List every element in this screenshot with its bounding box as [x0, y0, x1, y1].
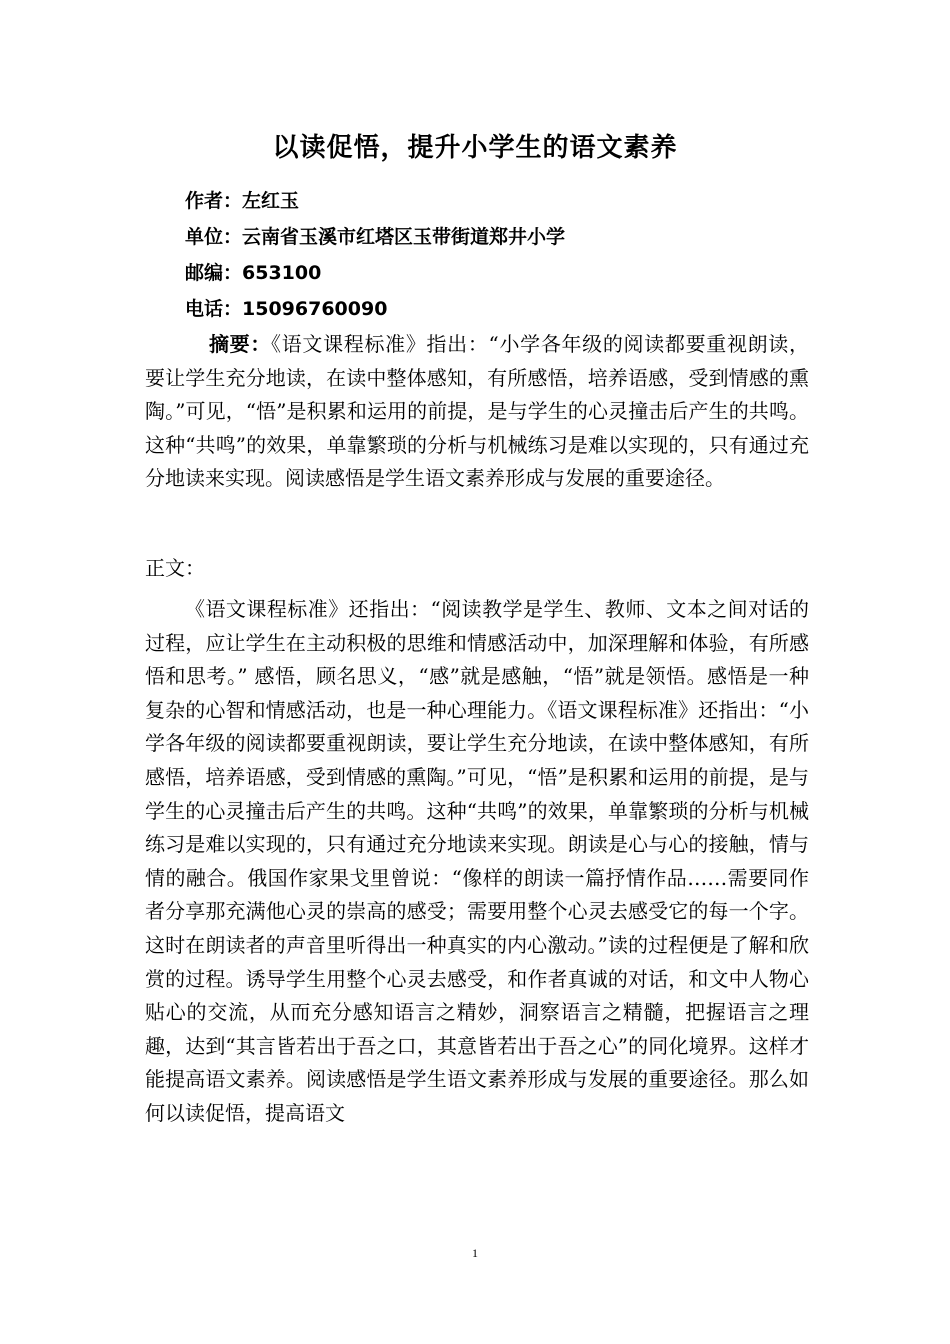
- body-heading: 正文：: [145, 556, 205, 580]
- meta-value: 653100: [242, 262, 322, 284]
- abstract-paragraph: [145, 328, 809, 496]
- meta-author: [185, 184, 785, 218]
- meta-value: 云南省玉溪市红塔区玉带街道郑井小学: [242, 226, 566, 248]
- meta-phone: [185, 292, 785, 326]
- meta-postcode: [185, 256, 785, 290]
- meta-label: 电话：: [185, 298, 243, 320]
- meta-unit: [185, 220, 785, 254]
- page-number: 1: [472, 1246, 478, 1260]
- meta-value: 15096760090: [242, 298, 388, 320]
- abstract-text: 《语文课程标准》指出：“小学各年级的阅读都要重视朗读，要让学生充分地读，在读中整体感知，有所感悟，培养语感，受到情感的熏陶。”可见，“悟”是积累和运用的前提，是与学生的心灵撞击后产生的共鸣。这种“共鸣”的效果，单靠繁琐的分析与机械练习是难以实现的，只有通过充分地读来实现。阅读感悟是学生语文素养形成与发展的重要途径。: [145, 332, 809, 491]
- body-paragraph: 《语文课程标准》还指出：“阅读教学是学生、教师、文本之间对话的过程，应让学生在主动积极的思维和情感活动中，加深理解和体验，有所感悟和思考。” 感悟，顾名思义，“感”就是感触，“悟”就是领悟。感悟是一种复杂的心智和情感活动，也是一种心理能力。《语文课程标准》还指出：“小学各年级的阅读都要重视朗读，要让学生充分地读，在读中整体感知，有所感悟，培养语感，受到情感的熏陶。”可见，“悟”是积累和运用的前提，是与学生的心灵撞击后产生的共鸣。这种“共鸣”的效果，单靠繁琐的分析与机械练习是难以实现的，只有通过充分地读来实现。朗读是心与心的接触，情与情的融合。俄国作家果戈里曾说：“像样的朗读一篇抒情作品……需要同作者分享那充满他心灵的崇高的感受；需要用整个心灵去感受它的每一个字。这时在朗读者的声音里听得出一种真实的内心激动。”读的过程便是了解和欣赏的过程。诱导学生用整个心灵去感受，和作者真诚的对话，和文中人物心贴心的交流，从而充分感知语言之精妙，洞察语言之精髓，把握语言之理趣，达到“其言皆若出于吾之口，其意皆若出于吾之心”的同化境界。这样才能提高语文素养。阅读感悟是学生语文素养形成与发展的重要途径。那么如何以读促悟，提高语文: [145, 597, 809, 1125]
- abstract-label: 摘要：: [209, 332, 272, 356]
- meta-label: 作者：: [185, 190, 243, 212]
- meta-label: 邮编：: [185, 262, 243, 284]
- meta-label: 单位：: [185, 226, 243, 248]
- document-title: 以读促悟，提升小学生的语文素养: [272, 133, 678, 163]
- meta-value: 左红玉: [242, 190, 300, 212]
